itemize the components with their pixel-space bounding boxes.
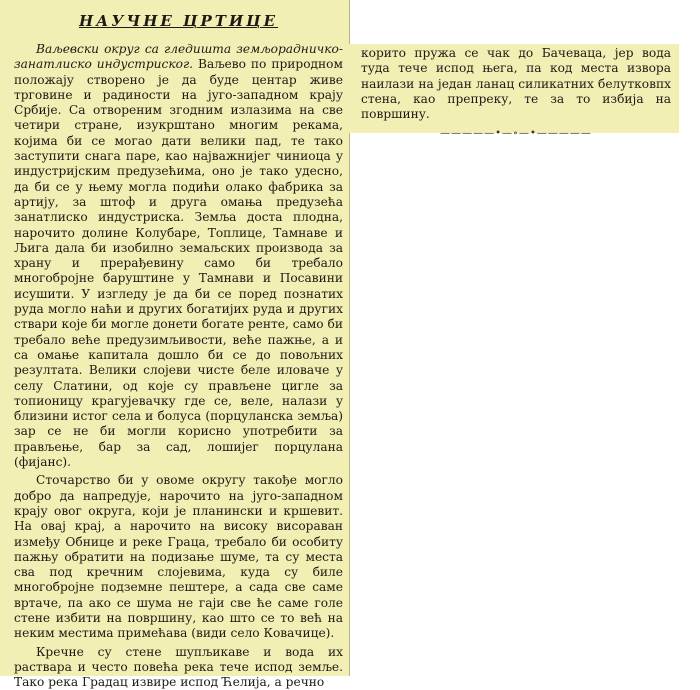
paragraph-text: Ваљево по природном положају створено је да буде центар живе трговине и радиности на југо-западном крају Србије. Са отвореним згодним излазима на све четири стране, изукрштано многим рекама, којима би се могао дати велики пад, те тако заступити снага паре, као најважнијег чиниоца у индустријским предузећима, оно је тако удесно, да би се у њему могла подићи олако фабрика за артију, за штоф и друга омања предузећа занатлиско индустриска. Земља доста плодна, нарочито долине Колубаре, Топлице, Тамнаве и Љига дала би изобилно земаљских производа за храну и прерађевину само би требало многобројне баруштине у Тамнави и Посавини исушити. У изгледу је да би се поред познатих руда могло наћи и других богатијих руда и других ствари које би могле донети богате ренте, само би требало веће предузимљивости, веће пажње, а и са омање капитала дошло би се до повољних резултата. Велики слојеви чисте беле иловаче у селу Слатини, од које су прављене цигле за топионицу крагујевачку где се, веле, налази у близини истог села и болуса (порцуланска земља) зар се не би могли корисно употребити за прављење, бар за сад, лошијег порцулана (фијанс). <box>14 57 343 470</box>
section-heading: НАУЧНЕ ЦРТИЦЕ <box>78 12 279 30</box>
paragraph-limestone: Кречне су стене шупљикаве и вода их раствара и често повећа река тече испод земље. Тако река Градац извире испод Ћелија, а речно <box>14 644 343 690</box>
paragraph-livestock: Сточарство би у овоме округу такође могло добро да напредује, нарочито на југо-западном крају овог округа, који је планински и кршевит. На овај крај, а нарочито на високу висораван између Обнице и реке Граца, требало би особиту пажњу обратити на подизање шуме, та су места сва под кречним слојевима, куда су биле многобројне подземне пештере, а сада све саме вртаче, па ако се шума не гаји све ће саме голе стене избити на површину, као што се то већ на неким местима примећава (види село Ковачице). <box>14 473 343 641</box>
right-column <box>349 44 679 140</box>
paragraph-valjevo <box>14 42 343 470</box>
paragraph-continued: корито пружа се чак до Бачеваца, јер вода туда тече испод њега, па код места извора наилази на један ланац силикатних белутковпх стена, као препреку, те за то избија на површину. <box>361 46 671 122</box>
left-column <box>0 0 349 690</box>
paragraph-lead: Ваљевски округ са гледишта земљорадничко-занатлиско индустриског. <box>14 42 343 72</box>
end-ornament: —————•—∘—•————— <box>440 128 592 140</box>
